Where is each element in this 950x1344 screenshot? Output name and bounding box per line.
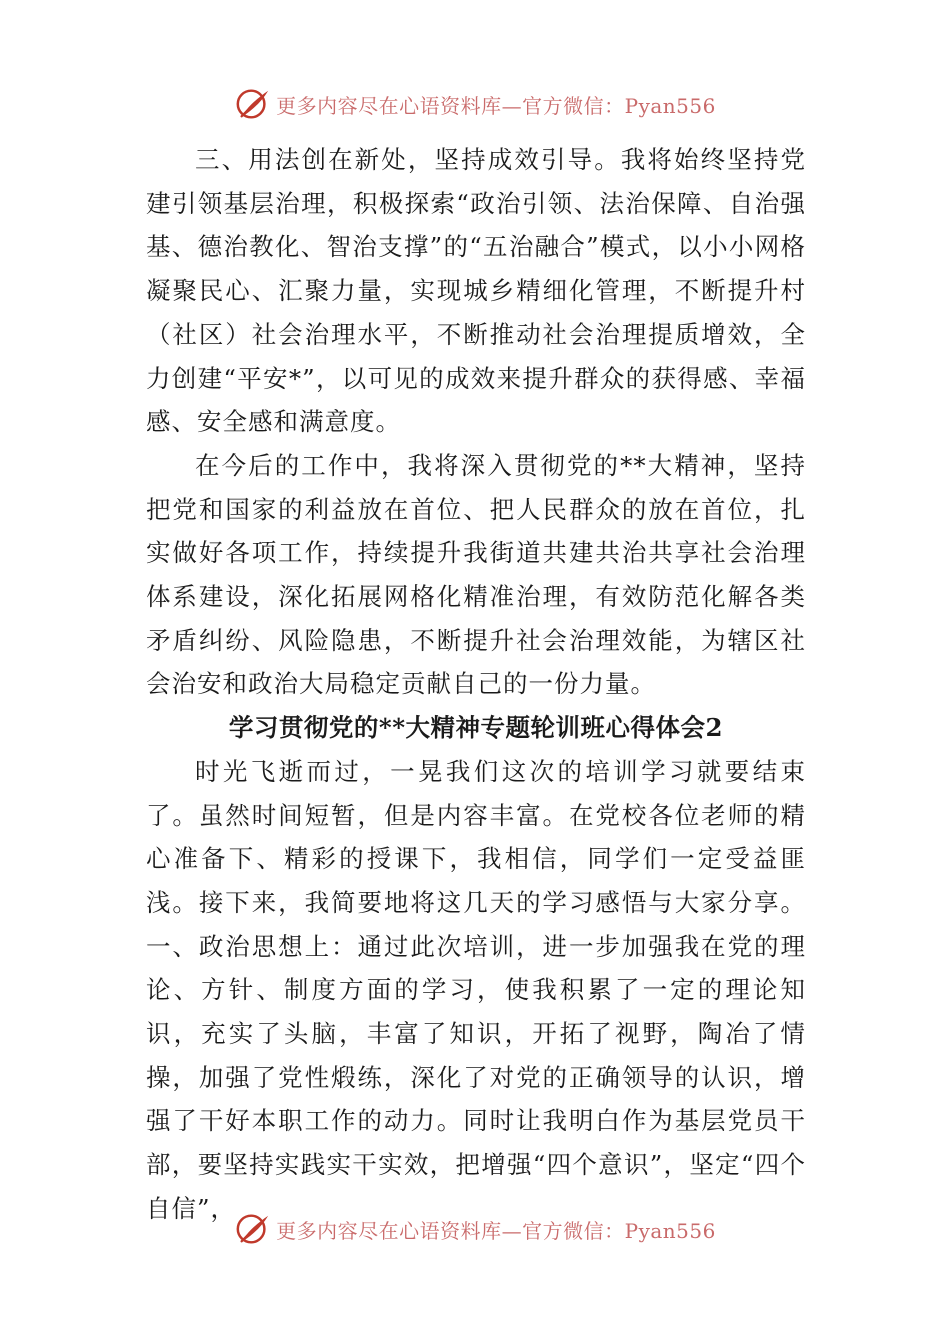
paragraph-future-work: 在今后的工作中，我将深入贯彻党的**大精神，坚持把党和国家的利益放在首位、把人民群众的放在首位，扎实做好各项工作，持续提升我街道共建共治共享社会治理体系建设，深化拓展网格化精准治理，有效防范化解各类矛盾纠纷、风险隐患，不断提升社会治理效能，为辖区社会治安和政治大局稳定贡献自己的一份力量。 — [146, 450, 806, 699]
footer-watermark-text: 更多内容尽在心语资料库—官方微信：Pyan556 — [276, 1218, 716, 1243]
header-watermark-banner — [0, 84, 950, 124]
paragraph-section-three: 三、用法创在新处，坚持成效引导。我将始终坚持党建引领基层治理，积极探索“政治引领、法治保障、自治强基、德治教化、智治支撑”的“五治融合”模式，以小小网格凝聚民心、汇聚力量，实现城乡精细化管理，不断提升村（社区）社会治理水平，不断推动社会治理提质增效，全力创建“平安*”，以可见的成效来提升群众的获得感、幸福感、安全感和满意度。 — [146, 145, 806, 437]
footer-watermark-banner — [0, 1209, 950, 1249]
section-heading: 学习贯彻党的**大精神专题轮训班心得体会2 — [228, 713, 724, 743]
feather-pen-logo-icon — [234, 1210, 272, 1248]
feather-pen-logo-icon — [234, 85, 272, 123]
paragraph-training-reflection: 时光飞逝而过，一晃我们这次的培训学习就要结束了。虽然时间短暂，但是内容丰富。在党校各位老师的精心准备下、精彩的授课下，我相信，同学们一定受益匪浅。接下来，我简要地将这几天的学习感悟与大家分享。一、政治思想上：通过此次培训，进一步加强我在党的理论、方针、制度方面的学习，使我积累了一定的理论知识，充实了头脑，丰富了知识，开拓了视野，陶冶了情操，加强了党性煅练，深化了对党的正确领导的认识，增强了干好本职工作的动力。同时让我明白作为基层党员干部，要坚持实践实干实效，把增强“四个意识”，坚定“四个自信”， — [146, 756, 806, 1223]
header-watermark-text: 更多内容尽在心语资料库—官方微信：Pyan556 — [276, 93, 716, 118]
document-body — [146, 138, 806, 1231]
